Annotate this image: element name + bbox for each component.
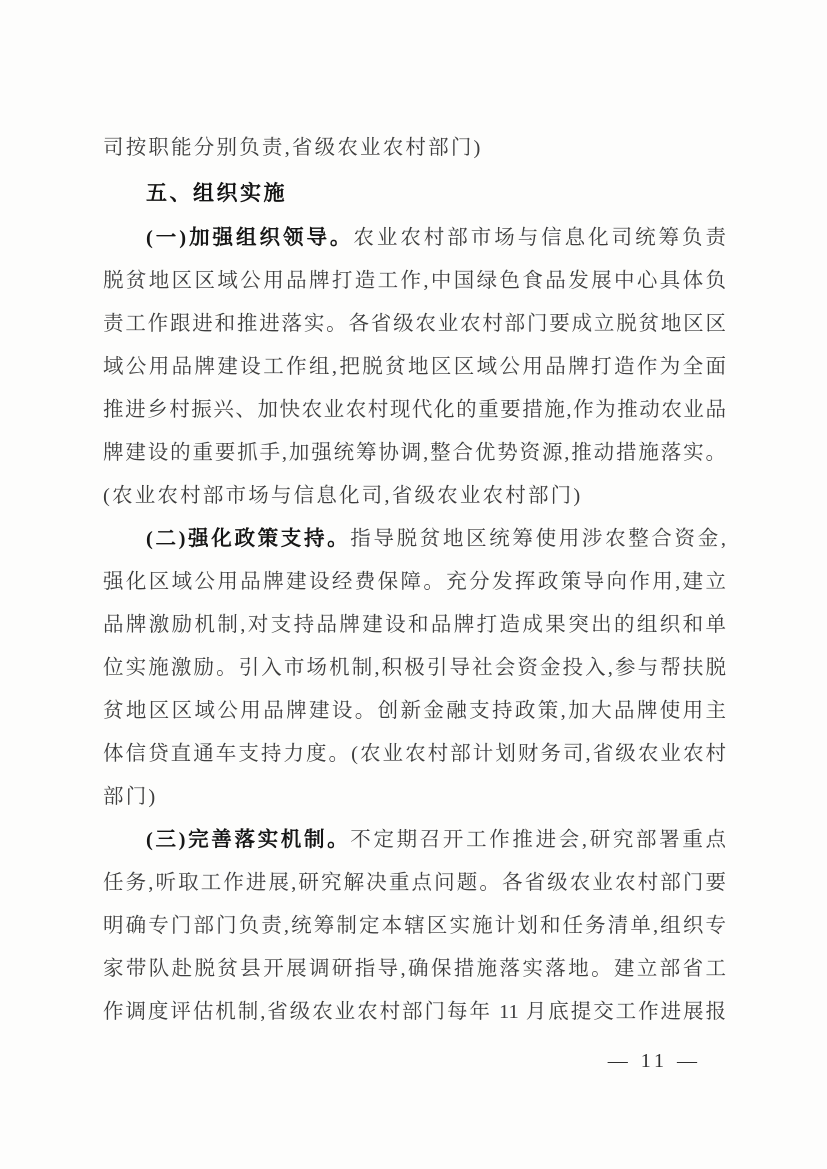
text-line — [103, 303, 726, 346]
line-text: 品牌激励机制,对支持品牌建设和品牌打造成果突出的组织和单 — [103, 614, 726, 636]
text-line — [103, 561, 726, 604]
line-text: 责工作跟进和推进落实。各省级农业农村部门要成立脱贫地区区 — [103, 313, 726, 335]
line-text: 推进乡村振兴、加快农业农村现代化的重要措施,作为推动农业品 — [103, 399, 726, 421]
text-line — [103, 948, 726, 991]
paragraph-lead-text: (一)加强组织领导。 — [146, 227, 354, 249]
text-line — [103, 260, 726, 303]
text-line — [103, 819, 726, 862]
line-text: 脱贫地区区域公用品牌打造工作,中国绿色食品发展中心具体负 — [103, 270, 726, 292]
line-text: 域公用品牌建设工作组,把脱贫地区区域公用品牌打造作为全面 — [103, 356, 726, 378]
line-text: 牌建设的重要抓手,加强统筹协调,整合优势资源,推动措施落实。 — [103, 442, 726, 464]
text-line — [103, 475, 726, 518]
line-text: 作调度评估机制,省级农业农村部门每年 11 月底提交工作进展报 — [103, 1001, 726, 1023]
text-line — [103, 991, 726, 1034]
line-text: 家带队赴脱贫县开展调研指导,确保措施落实落地。建立部省工 — [103, 958, 726, 980]
text-line — [103, 217, 726, 260]
line-text: 贫地区区域公用品牌建设。创新金融支持政策,加大品牌使用主 — [103, 700, 726, 722]
text-line — [103, 604, 726, 647]
text-line — [103, 776, 726, 819]
line-text: 任务,听取工作进展,研究解决重点问题。各省级农业农村部门要 — [103, 872, 726, 894]
line-text: 司按职能分别负责,省级农业农村部门) — [103, 137, 483, 159]
text-line — [103, 905, 726, 948]
line-text: 五、组织实施 — [146, 182, 287, 205]
text-line — [103, 432, 726, 475]
document-body — [103, 127, 726, 1034]
line-text: 体信贷直通车支持力度。(农业农村部计划财务司,省级农业农村 — [103, 743, 726, 765]
paragraph-lead-text: (三)完善落实机制。 — [146, 829, 351, 851]
paragraph-lead-text: (二)强化政策支持。 — [146, 528, 351, 550]
line-text: (农业农村部市场与信息化司,省级农业农村部门) — [103, 485, 583, 507]
text-line — [103, 389, 726, 432]
page-number: — 11 — — [607, 1050, 701, 1072]
text-line — [103, 733, 726, 776]
text-line — [103, 647, 726, 690]
text-line — [103, 862, 726, 905]
line-text: 不定期召开工作推进会,研究部署重点 — [350, 829, 727, 851]
line-text: 强化区域公用品牌建设经费保障。充分发挥政策导向作用,建立 — [103, 571, 726, 593]
text-line — [103, 690, 726, 733]
section-heading — [103, 172, 726, 215]
text-line — [103, 346, 726, 389]
line-text: 农业农村部市场与信息化司统筹负责 — [353, 227, 726, 249]
text-line — [103, 127, 726, 170]
line-text: 明确专门部门负责,统筹制定本辖区实施计划和任务清单,组织专 — [103, 915, 726, 937]
text-line — [103, 518, 726, 561]
line-text: 位实施激励。引入市场机制,积极引导社会资金投入,参与帮扶脱 — [103, 657, 726, 679]
line-text: 部门) — [103, 786, 158, 808]
line-text: 指导脱贫地区统筹使用涉农整合资金, — [350, 528, 727, 550]
